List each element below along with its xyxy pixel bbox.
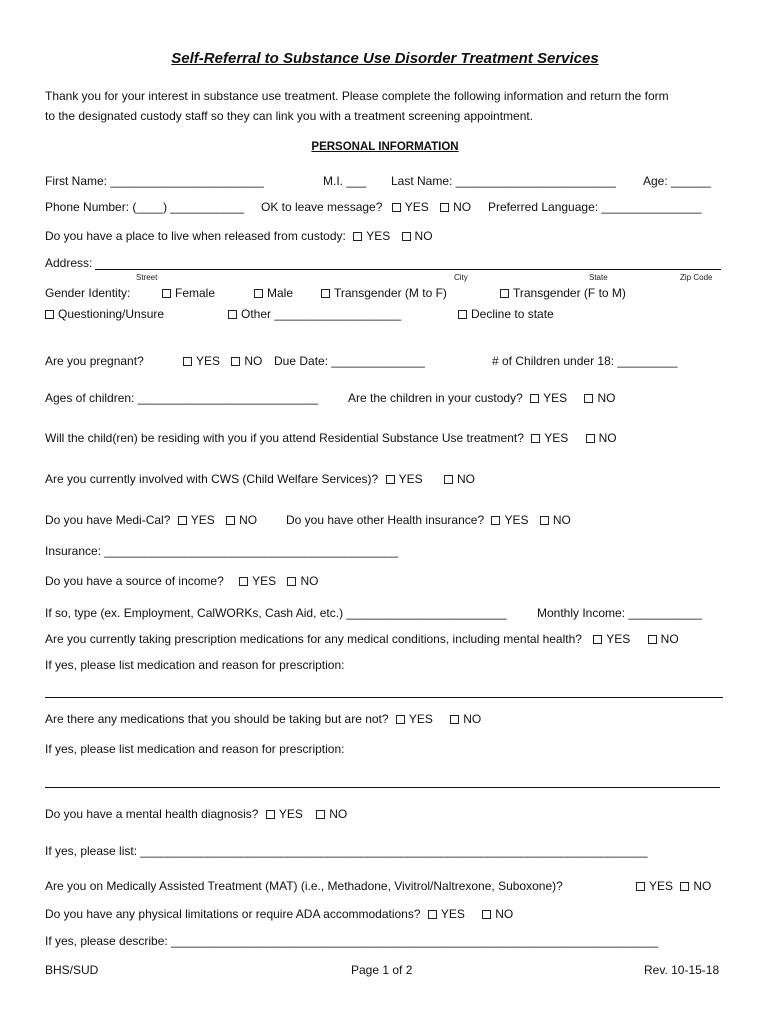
no-label: NO [552, 513, 571, 527]
address-zip-caption: Zip Code [680, 273, 713, 282]
address-street-caption: Street [136, 273, 158, 282]
checkbox-icon [440, 203, 449, 212]
trans-fm-label: Transgender (F to M) [513, 286, 626, 300]
checkbox-icon [444, 475, 453, 484]
mat-options [636, 879, 711, 894]
mat-yes-checkbox[interactable] [636, 879, 673, 894]
pregnant-options [183, 354, 262, 369]
yes-label: YES [504, 513, 529, 527]
checkbox-icon [540, 516, 549, 525]
other-label: Other ___________________ [241, 307, 402, 321]
pregnant-no-checkbox[interactable] [231, 354, 262, 369]
yes-label: YES [190, 513, 215, 527]
yes-label: YES [408, 712, 433, 726]
checkbox-icon [530, 394, 539, 403]
income-type-field[interactable]: If so, type (ex. Employment, CalWORKs, Cash Aid, etc.) ________________________ [45, 606, 507, 620]
no-label: NO [453, 200, 472, 214]
phone-field[interactable]: Phone Number: (____) ___________ [45, 200, 244, 214]
address-input-line[interactable] [95, 269, 721, 270]
gender-identity-label: Gender Identity: [45, 286, 131, 300]
footer-page-number: Page 1 of 2 [351, 963, 413, 977]
due-date-field[interactable]: Due Date: ______________ [274, 354, 425, 368]
ok-message-no-checkbox[interactable] [440, 200, 471, 215]
checkbox-icon [254, 289, 263, 298]
trans-mf-label: Transgender (M to F) [334, 286, 447, 300]
checkbox-icon [392, 203, 401, 212]
medi-cal-yes-checkbox[interactable] [178, 513, 215, 528]
middle-initial-field[interactable]: M.I. ___ [323, 174, 367, 188]
no-label: NO [660, 632, 679, 646]
yes-label: YES [404, 200, 429, 214]
residing-label: Will the child(ren) be residing with you if you attend Residential Substance Use treatment? [45, 431, 524, 445]
intro-line-1: Thank you for your interest in substance use treatment. Please complete the following information and return the form [45, 89, 669, 103]
medication-input-line-2[interactable] [45, 787, 720, 788]
ada-question [45, 907, 513, 922]
mental-health-question [45, 807, 347, 822]
should-be-taking-label: Are there any medications that you should be taking but are not? [45, 712, 389, 726]
address-city-caption: City [454, 273, 468, 282]
checkbox-icon [231, 357, 240, 366]
footer-left: BHS/SUD [45, 963, 99, 977]
decline-label: Decline to state [471, 307, 554, 321]
checkbox-icon [183, 357, 192, 366]
checkbox-icon [491, 516, 500, 525]
residing-no-checkbox[interactable] [586, 431, 617, 446]
other-insurance-yes-checkbox[interactable] [491, 513, 528, 528]
checkbox-icon [458, 310, 467, 319]
ada-label: Do you have any physical limitations or require ADA accommodations? [45, 907, 421, 921]
no-label: NO [597, 391, 616, 405]
male-label: Male [267, 286, 294, 300]
no-label: NO [456, 472, 475, 486]
place-to-live-yes-checkbox[interactable] [353, 229, 390, 244]
cws-no-checkbox[interactable] [444, 472, 475, 487]
preferred-language-field[interactable]: Preferred Language: _______________ [488, 200, 702, 214]
custody-yes-checkbox[interactable] [530, 391, 567, 406]
monthly-income-field[interactable]: Monthly Income: ___________ [537, 606, 702, 620]
prescription-label: Are you currently taking prescription medications for any medical conditions, including mental health? [45, 632, 582, 646]
pregnant-label: Are you pregnant? [45, 354, 144, 368]
pregnant-yes-checkbox[interactable] [183, 354, 220, 369]
ada-describe-field[interactable]: If yes, please describe: _________________________________________________________________________ [45, 934, 659, 948]
checkbox-icon [353, 232, 362, 241]
mental-health-list-field[interactable]: If yes, please list: ____________________________________________________________________________ [45, 844, 648, 858]
children-under-18-field[interactable]: # of Children under 18: _________ [492, 354, 678, 368]
no-label: NO [463, 712, 482, 726]
yes-label: YES [398, 472, 423, 486]
yes-label: YES [543, 391, 568, 405]
income-no-checkbox[interactable] [287, 574, 318, 589]
prescription-question [45, 632, 679, 647]
mat-no-checkbox[interactable] [680, 879, 711, 894]
checkbox-icon [162, 289, 171, 298]
children-custody-question [348, 391, 615, 406]
list-medication-label-2: If yes, please list medication and reason for prescription: [45, 742, 345, 756]
mental-health-label: Do you have a mental health diagnosis? [45, 807, 259, 821]
gender-decline-checkbox[interactable] [458, 307, 554, 322]
gender-male-checkbox[interactable] [254, 286, 293, 301]
yes-label: YES [366, 229, 391, 243]
last-name-field[interactable]: Last Name: ________________________ [391, 174, 616, 188]
checkbox-icon [228, 310, 237, 319]
checkbox-icon [178, 516, 187, 525]
checkbox-icon [593, 635, 602, 644]
checkbox-icon [287, 577, 296, 586]
income-question [45, 574, 318, 589]
yes-label: YES [278, 807, 303, 821]
yes-label: YES [196, 354, 221, 368]
footer-revision: Rev. 10-15-18 [644, 963, 720, 977]
checkbox-icon [239, 577, 248, 586]
income-yes-checkbox[interactable] [239, 574, 276, 589]
cws-yes-checkbox[interactable] [386, 472, 423, 487]
checkbox-icon [586, 434, 595, 443]
no-label: NO [598, 431, 617, 445]
checkbox-icon [226, 516, 235, 525]
checkbox-icon [648, 635, 657, 644]
children-custody-label: Are the children in your custody? [348, 391, 523, 405]
mental-health-yes-checkbox[interactable] [266, 807, 303, 822]
yes-label: YES [606, 632, 631, 646]
yes-label: YES [649, 879, 674, 893]
ada-no-checkbox[interactable] [482, 907, 513, 922]
other-insurance-label: Do you have other Health insurance? [286, 513, 485, 527]
intro-line-2: to the designated custody staff so they can link you with a treatment screening appointment. [45, 109, 534, 123]
mental-health-no-checkbox[interactable] [316, 807, 347, 822]
checkbox-icon [450, 715, 459, 724]
checkbox-icon [316, 810, 325, 819]
female-label: Female [175, 286, 216, 300]
yes-label: YES [544, 431, 569, 445]
checkbox-icon [584, 394, 593, 403]
gender-trans-mf-checkbox[interactable] [321, 286, 447, 301]
no-label: NO [414, 229, 433, 243]
place-to-live-question [45, 229, 433, 244]
should-be-taking-question [45, 712, 481, 727]
checkbox-icon [482, 910, 491, 919]
checkbox-icon [396, 715, 405, 724]
checkbox-icon [680, 882, 689, 891]
checkbox-icon [266, 810, 275, 819]
ok-message-question [261, 200, 471, 215]
questioning-label: Questioning/Unsure [58, 307, 165, 321]
no-label: NO [300, 574, 319, 588]
medi-cal-no-checkbox[interactable] [226, 513, 257, 528]
no-label: NO [239, 513, 258, 527]
checkbox-icon [45, 310, 54, 319]
other-insurance-question [286, 513, 571, 528]
gender-questioning-checkbox[interactable] [45, 307, 164, 322]
place-to-live-no-checkbox[interactable] [402, 229, 433, 244]
prescription-no-checkbox[interactable] [648, 632, 679, 647]
no-label: NO [329, 807, 348, 821]
no-label: NO [244, 354, 263, 368]
page-title: Self-Referral to Substance Use Disorder Treatment Services [171, 50, 599, 67]
checkbox-icon [428, 910, 437, 919]
place-to-live-label: Do you have a place to live when released from custody: [45, 229, 346, 243]
no-label: NO [693, 879, 712, 893]
ada-yes-checkbox[interactable] [428, 907, 465, 922]
ages-of-children-field[interactable]: Ages of children: ___________________________ [45, 391, 318, 405]
address-state-caption: State [589, 273, 608, 282]
first-name-field[interactable]: First Name: _______________________ [45, 174, 264, 188]
prescription-yes-checkbox[interactable] [593, 632, 630, 647]
yes-label: YES [252, 574, 277, 588]
other-insurance-no-checkbox[interactable] [540, 513, 571, 528]
should-be-taking-yes-checkbox[interactable] [396, 712, 433, 727]
medi-cal-label: Do you have Medi-Cal? [45, 513, 171, 527]
intro-text [45, 86, 735, 126]
yes-label: YES [440, 907, 465, 921]
gender-female-checkbox[interactable] [162, 286, 215, 301]
address-label: Address: [45, 256, 93, 270]
cws-question [45, 472, 475, 487]
medication-input-line-1[interactable] [45, 697, 723, 698]
gender-trans-fm-checkbox[interactable] [500, 286, 626, 301]
list-medication-label-1: If yes, please list medication and reason for prescription: [45, 658, 345, 672]
checkbox-icon [636, 882, 645, 891]
checkbox-icon [531, 434, 540, 443]
residing-yes-checkbox[interactable] [531, 431, 568, 446]
insurance-field[interactable]: Insurance: ____________________________________________ [45, 544, 399, 558]
gender-other-checkbox[interactable] [228, 307, 401, 322]
income-label: Do you have a source of income? [45, 574, 224, 588]
ok-message-label: OK to leave message? [261, 200, 383, 214]
checkbox-icon [386, 475, 395, 484]
cws-label: Are you currently involved with CWS (Child Welfare Services)? [45, 472, 379, 486]
medi-cal-question [45, 513, 257, 528]
no-label: NO [495, 907, 514, 921]
age-field[interactable]: Age: ______ [643, 174, 712, 188]
residing-question [45, 431, 617, 446]
checkbox-icon [500, 289, 509, 298]
should-be-taking-no-checkbox[interactable] [450, 712, 481, 727]
checkbox-icon [402, 232, 411, 241]
mat-label: Are you on Medically Assisted Treatment (MAT) (i.e., Methadone, Vivitrol/Naltrexone, Suboxone)? [45, 879, 563, 893]
ok-message-yes-checkbox[interactable] [392, 200, 429, 215]
section-heading: PERSONAL INFORMATION [311, 141, 459, 153]
custody-no-checkbox[interactable] [584, 391, 615, 406]
checkbox-icon [321, 289, 330, 298]
